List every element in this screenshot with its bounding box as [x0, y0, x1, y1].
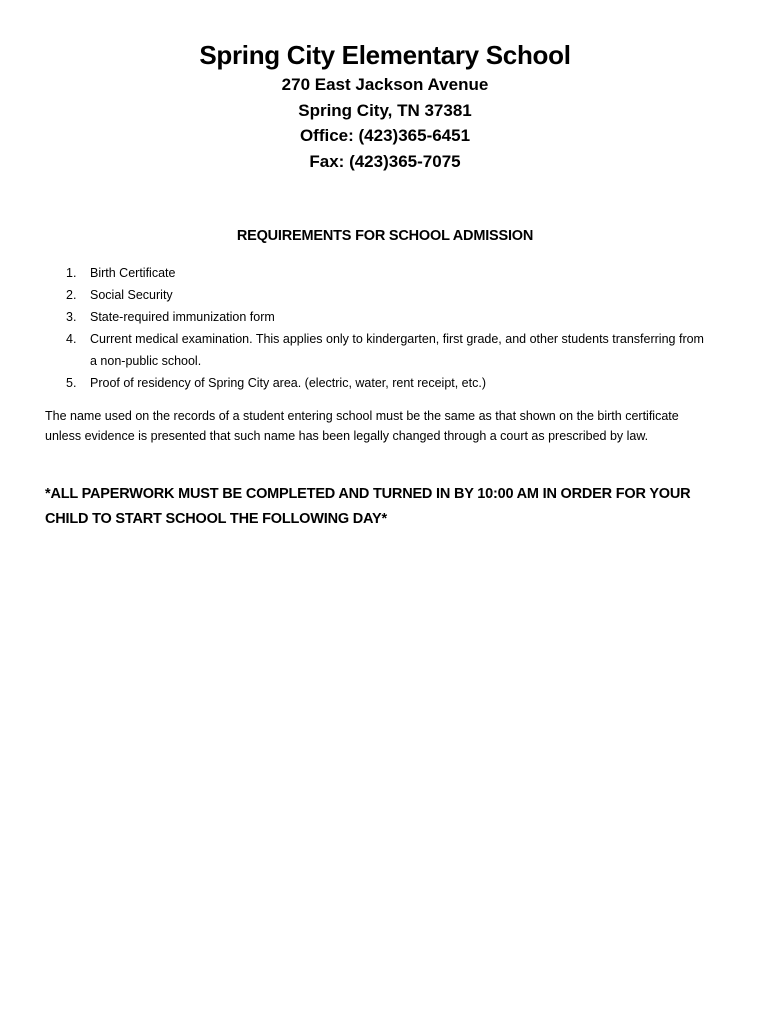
list-item: [44, 328, 704, 372]
street-address: 270 East Jackson Avenue: [281, 75, 489, 94]
office-phone: Office: (423)365-6451: [299, 126, 471, 145]
list-item: [44, 306, 704, 328]
fax-number: Fax: (423)365-7075: [309, 151, 461, 171]
list-item: [44, 284, 704, 306]
list-item-number: 5.: [66, 376, 77, 390]
list-item: [44, 262, 704, 284]
school-name: Spring City Elementary School: [199, 40, 571, 70]
letterhead: [0, 38, 770, 174]
list-item-text: Social Security: [90, 288, 173, 302]
list-item-number: 3.: [66, 310, 77, 324]
requirements-list: [44, 262, 704, 394]
city-state-zip: Spring City, TN 37381: [298, 100, 472, 120]
paperwork-deadline-notice: *ALL PAPERWORK MUST BE COMPLETED AND TURNED IN BY 10:00 AM IN ORDER FOR YOUR CHILD TO START SCHOOL THE FOLLOWING DAY*: [45, 486, 691, 527]
list-item-text: Current medical examination. This applies only to kindergarten, first grade, and other students transferring from a non-public school.: [90, 332, 704, 368]
name-policy-paragraph: The name used on the records of a student entering school must be the same as that shown on the birth certificate unless evidence is presented that such name has been legally changed through a court as prescribed by law.: [45, 409, 679, 443]
list-item-number: 2.: [66, 288, 77, 302]
list-item-text: Proof of residency of Spring City area. (electric, water, rent receipt, etc.): [90, 376, 486, 390]
list-item-text: State-required immunization form: [90, 310, 275, 324]
list-item-number: 4.: [66, 332, 77, 346]
list-item: [44, 372, 704, 394]
list-item-number: 1.: [66, 266, 77, 280]
requirements-title: REQUIREMENTS FOR SCHOOL ADMISSION: [236, 228, 534, 244]
list-item-text: Birth Certificate: [90, 266, 176, 280]
